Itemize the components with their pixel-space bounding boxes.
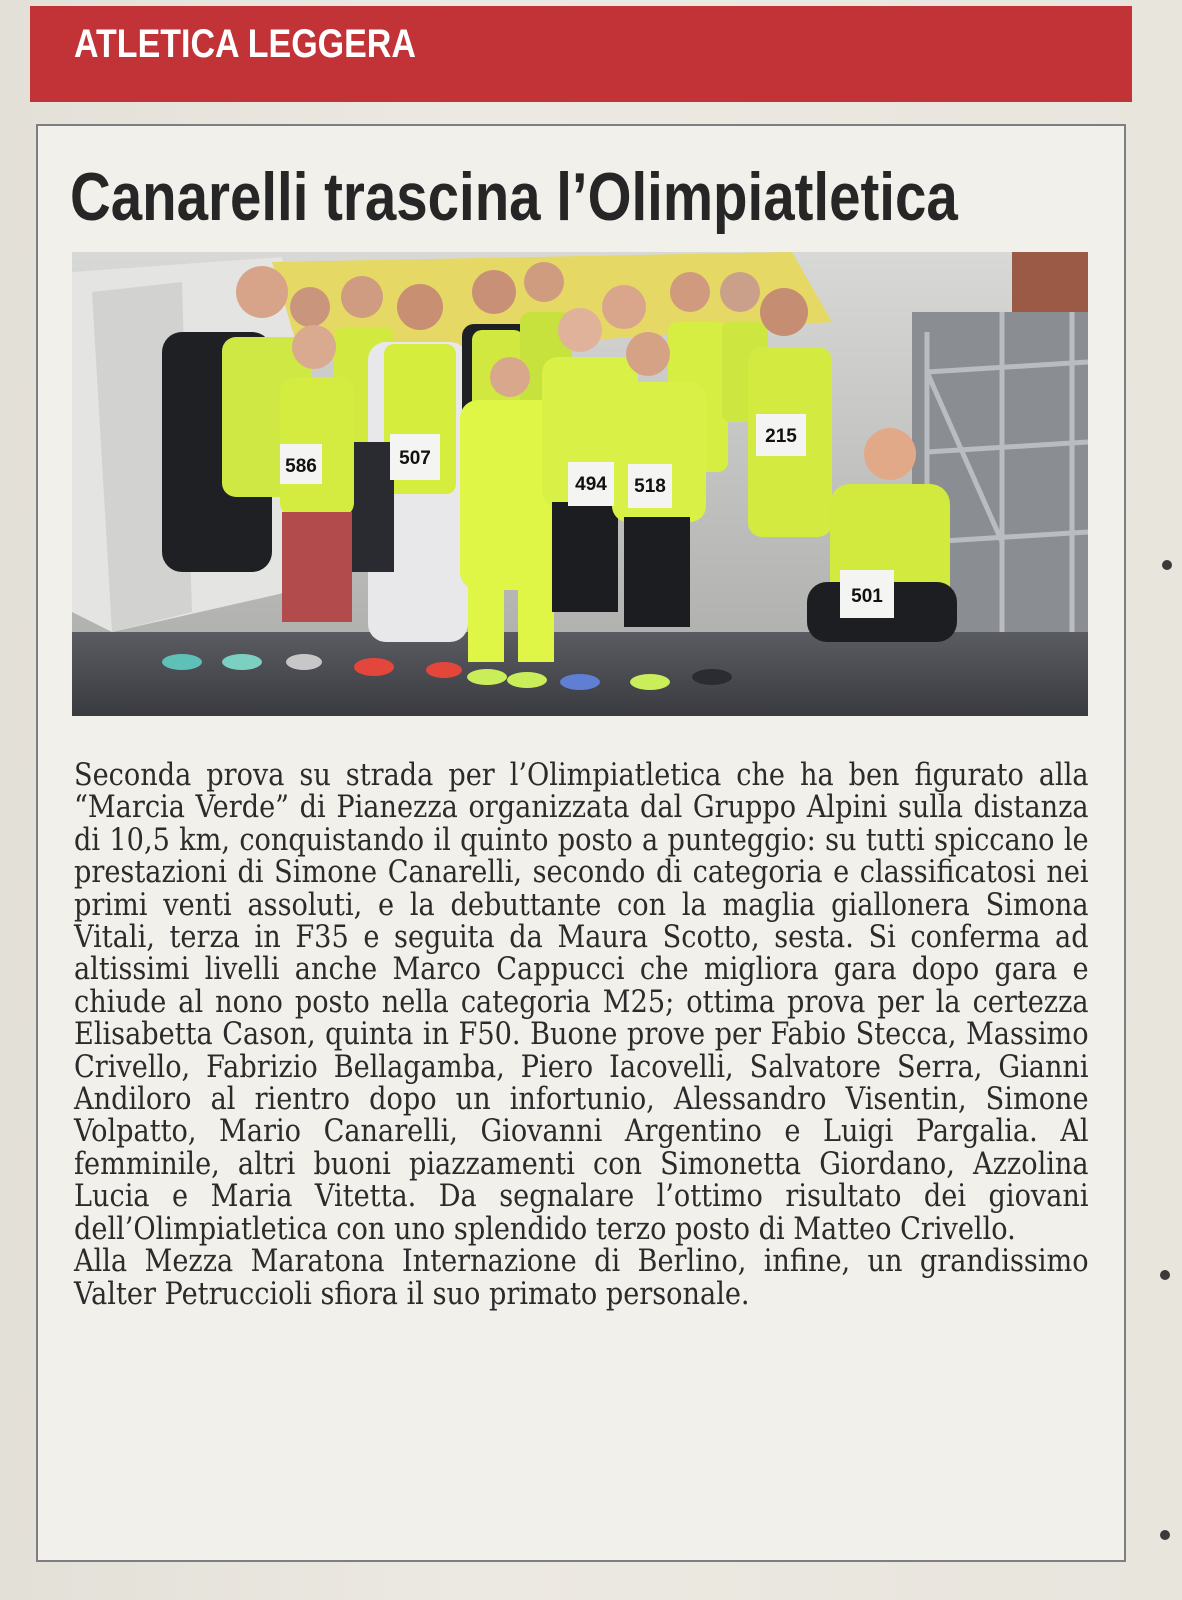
bib-number: 215	[765, 426, 797, 447]
bib-number: 518	[634, 476, 666, 497]
bib-586	[280, 444, 322, 484]
bib-507	[390, 434, 440, 480]
bib-number: 501	[851, 586, 883, 607]
bib-number: 586	[285, 456, 317, 477]
article-paragraph: Seconda prova su strada per l’Olimpiatletica che ha ben figurato alla “Marcia Verde” di Pianezza organizzata dal Gruppo Alpini sulla distanza di 10,5 km, conquistando il quinto posto a punteggio: su tutti spiccano le prestazioni di Simone Canarelli, secondo di categoria e classificatosi nei primi venti assoluti, e la debuttante con la maglia giallonera Simona Vitali, terza in F35 e seguita da Maura Scotto, sesta. Si conferma ad altissimi livelli anche Marco Cappucci che migliora gara dopo gara e chiude al nono posto nella categoria M25; ottima prova per la certezza Elisabetta Cason, quinta in F50. Buone prove per Fabio Stecca, Massimo Crivello, Fabrizio Bellagamba, Piero Iacovelli, Salvatore Serra, Gianni Andiloro al rientro dopo un infortunio, Alessandro Visentin, Simone Volpatto, Mario Canarelli, Giovanni Argentino e Luigi Pargalia. Al femminile, altri buoni piazzamenti con Simonetta Giordano, Azzolina Lucia e Maria Vitetta. Da segnalare l’ottimo risultato dei giovani dell’Olimpiatletica con uno splendido terzo posto di Matteo Crivello.	[74, 758, 1089, 1247]
bib-518	[628, 464, 672, 508]
bib-number: 507	[399, 448, 431, 469]
section-banner	[30, 6, 1132, 102]
bib-215	[756, 414, 806, 456]
binding-hole	[1162, 560, 1172, 570]
article-headline: Canarelli trascina l’Olimpiatletica	[70, 159, 958, 235]
article-body	[74, 758, 1089, 1312]
binding-hole	[1160, 1270, 1170, 1280]
article-paragraph: Alla Mezza Maratona Internazione di Berlino, infine, un grandissimo Valter Petruccioli sfiora il suo primato personale.	[74, 1244, 1089, 1312]
bib-number: 494	[575, 474, 607, 495]
section-label: ATLETICA LEGGERA	[74, 22, 416, 66]
binding-hole	[1160, 1530, 1170, 1540]
bib-501	[840, 570, 894, 618]
team-photo-illustration	[72, 252, 1088, 716]
team-photo	[72, 252, 1088, 716]
bib-494	[568, 462, 614, 506]
